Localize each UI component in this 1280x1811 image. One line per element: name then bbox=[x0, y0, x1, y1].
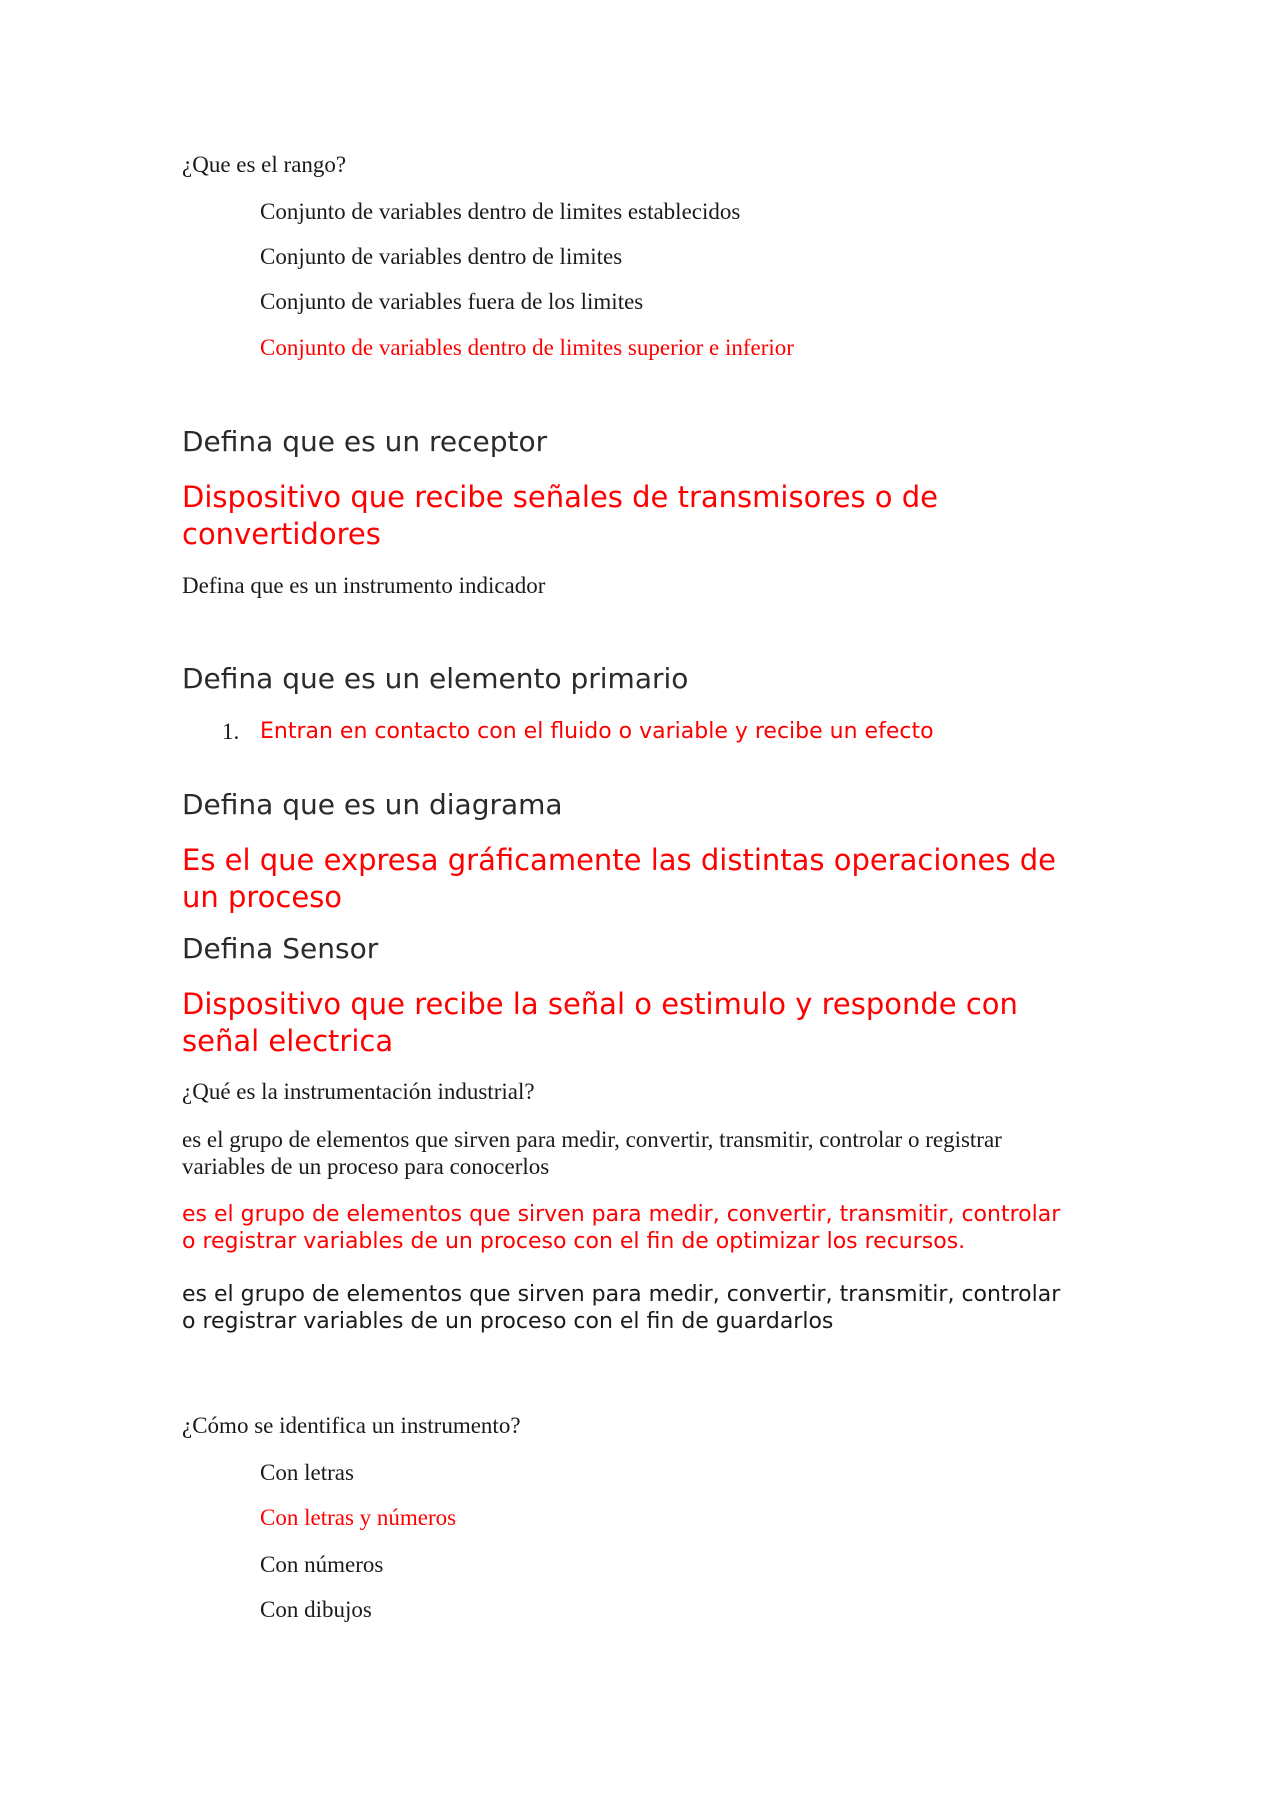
option-identifica-3: Con números bbox=[260, 1552, 384, 1577]
option-identifica-1: Con letras bbox=[260, 1460, 354, 1485]
option-instrumentacion-2-line1-answer: es el grupo de elementos que sirven para medir, convertir, transmitir, controlar bbox=[182, 1202, 1061, 1227]
answer-receptor-line2: convertidores bbox=[182, 517, 381, 551]
option-instrumentacion-3-line2: o registrar variables de un proceso con el fin de guardarlos bbox=[182, 1309, 834, 1334]
option-instrumentacion-1-line2: variables de un proceso para conocerlos bbox=[182, 1154, 550, 1179]
answer-sensor-line1: Dispositivo que recibe la señal o estimulo y responde con bbox=[182, 987, 1018, 1021]
question-identifica: ¿Cómo se identifica un instrumento? bbox=[182, 1413, 521, 1438]
option-rango-2: Conjunto de variables dentro de limites bbox=[260, 244, 623, 269]
answer-receptor-line1: Dispositivo que recibe señales de transmisores o de bbox=[182, 480, 938, 514]
question-rango: ¿Que es el rango? bbox=[182, 152, 347, 177]
option-instrumentacion-1-line1: es el grupo de elementos que sirven para medir, convertir, transmitir, controlar o registrar bbox=[182, 1127, 1002, 1152]
question-elemento-primario: Defina que es un elemento primario bbox=[182, 662, 689, 695]
option-identifica-4: Con dibujos bbox=[260, 1597, 372, 1622]
option-rango-1: Conjunto de variables dentro de limites establecidos bbox=[260, 199, 741, 224]
option-rango-4-answer: Conjunto de variables dentro de limites superior e inferior bbox=[260, 335, 794, 360]
option-identifica-2-answer: Con letras y números bbox=[260, 1505, 457, 1530]
option-rango-3: Conjunto de variables fuera de los limites bbox=[260, 289, 644, 314]
answer-sensor-line2: señal electrica bbox=[182, 1024, 394, 1058]
list-number: 1. bbox=[222, 719, 240, 744]
answer-diagrama-line1: Es el que expresa gráficamente las distintas operaciones de bbox=[182, 843, 1056, 877]
question-instrumentacion: ¿Qué es la instrumentación industrial? bbox=[182, 1079, 535, 1104]
answer-elemento-primario: Entran en contacto con el fluido o variable y recibe un efecto bbox=[260, 719, 934, 744]
question-diagrama: Defina que es un diagrama bbox=[182, 788, 563, 821]
question-indicador: Defina que es un instrumento indicador bbox=[182, 573, 546, 598]
question-receptor: Defina que es un receptor bbox=[182, 425, 548, 458]
option-instrumentacion-3-line1: es el grupo de elementos que sirven para medir, convertir, transmitir, controlar bbox=[182, 1282, 1061, 1307]
option-instrumentacion-2-line2-answer: o registrar variables de un proceso con el fin de optimizar los recursos. bbox=[182, 1229, 966, 1254]
question-sensor: Defina Sensor bbox=[182, 932, 379, 965]
answer-diagrama-line2: un proceso bbox=[182, 880, 343, 914]
